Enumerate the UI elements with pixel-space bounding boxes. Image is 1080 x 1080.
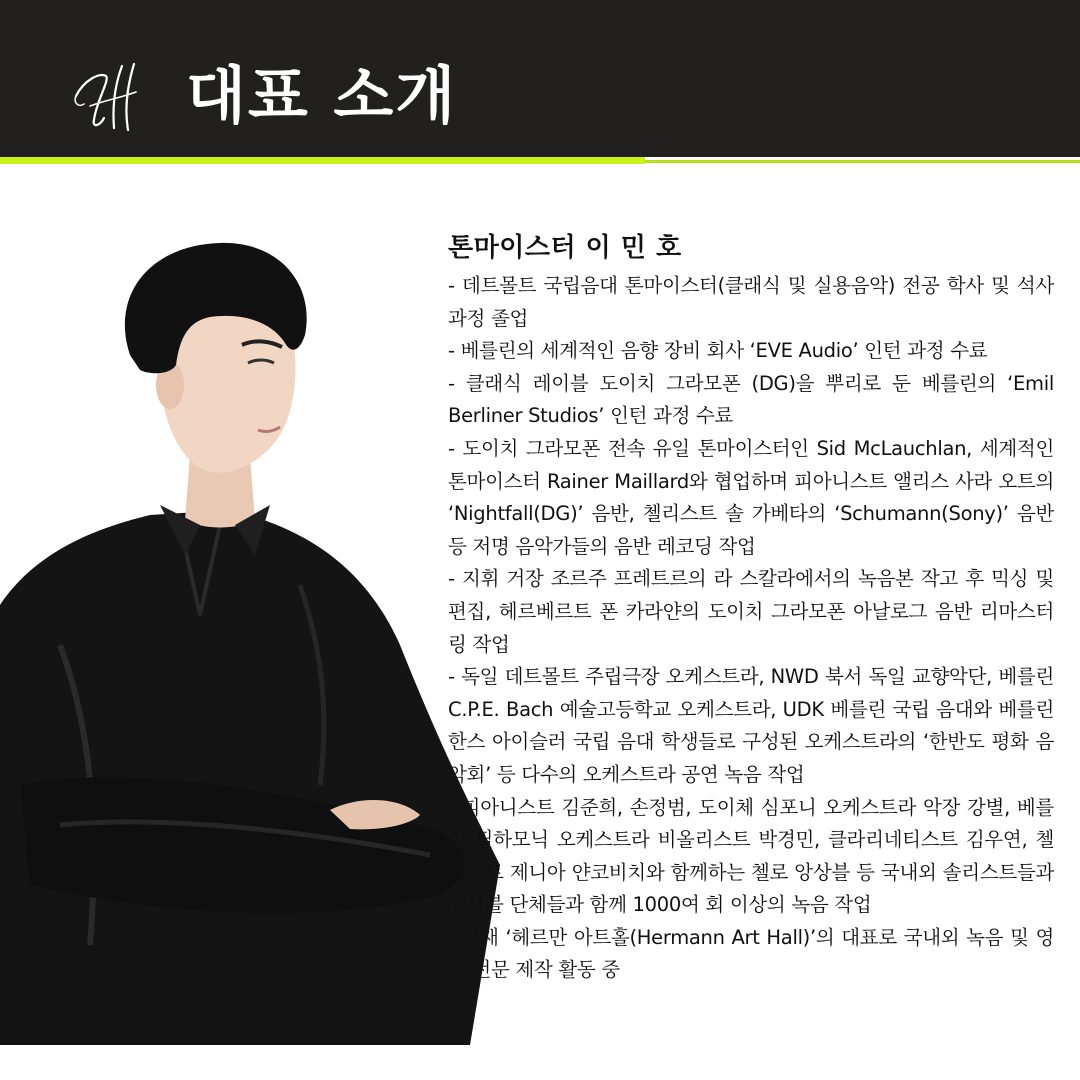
portrait-photo xyxy=(0,225,520,1045)
signature-logo-icon xyxy=(70,62,150,132)
bio-section xyxy=(448,228,1054,987)
bio-item: - 지휘 거장 조르주 프레트르의 라 스칼라에서의 녹음본 작고 후 믹싱 및 편집, 헤르베르트 폰 카라얀의 도이치 그라모폰 아날로그 음반 리마스터링 작업 xyxy=(448,567,1054,656)
bio-item: - 베를린의 세계적인 음향 장비 회사 ‘EVE Audio’ 인턴 과정 수료 xyxy=(448,339,988,363)
bio-item: - 독일 데트몰트 주립극장 오케스트라, NWD 북서 독일 교향악단, 베를린 C.P.E. Bach 예술고등학교 오케스트라, UDK 베를린 국립 음대와 베를린 한스 아이슬러 국립 음대 학생들로 구성된 오케스트라의 ‘한반도 평화 음악회’ 등 다수의 오케스트라 공연 녹음 작업 xyxy=(448,665,1054,786)
accent-divider-thin xyxy=(645,160,1080,163)
bio-item: - 도이치 그라모폰 전속 유일 톤마이스터인 Sid McLauchlan, 세계적인 톤마이스터 Rainer Maillard와 협업하며 피아니스트 앨리스 사라 오트의 ‘Nightfall(DG)’ 음반, 첼리스트 솔 가베타의 ‘Schumann(Sony)’ 음반 등 저명 음악가들의 음반 레코딩 작업 xyxy=(448,436,1054,558)
accent-divider xyxy=(0,157,645,164)
header-bar xyxy=(0,0,1080,157)
page-title: 대표 소개 xyxy=(186,59,458,132)
bio-item: - 클래식 레이블 도이치 그라모폰 (DG)을 뿌리로 둔 베를린의 ‘Emil Berliner Studios’ 인턴 과정 수료 xyxy=(448,371,1054,428)
bio-item: - 데트몰트 국립음대 톤마이스터(클래식 및 실용음악) 전공 학사 및 석사 과정 졸업 xyxy=(448,274,1054,330)
bio-item: - 피아니스트 김준희, 손정범, 도이체 심포니 오케스트라 악장 강별, 베를린 필하모닉 오케스트라 비올리스트 박경민, 클라리네티스트 김우연, 첼리스트 제니아 얀코비치와 함께하는 첼로 앙상블 등 국내외 솔리스트들과 앙상블 단체들과 함께 1000여 회 이상의 녹음 작업 xyxy=(448,795,1054,917)
bio-list xyxy=(448,270,1054,987)
bio-heading: 톤마이스터 이 민 호 xyxy=(448,233,682,263)
bio-item: - 현재 ‘헤르만 아트홀(Hermann Art Hall)’의 대표로 국내외 녹음 및 영상 전문 제작 활동 중 xyxy=(448,925,1054,982)
